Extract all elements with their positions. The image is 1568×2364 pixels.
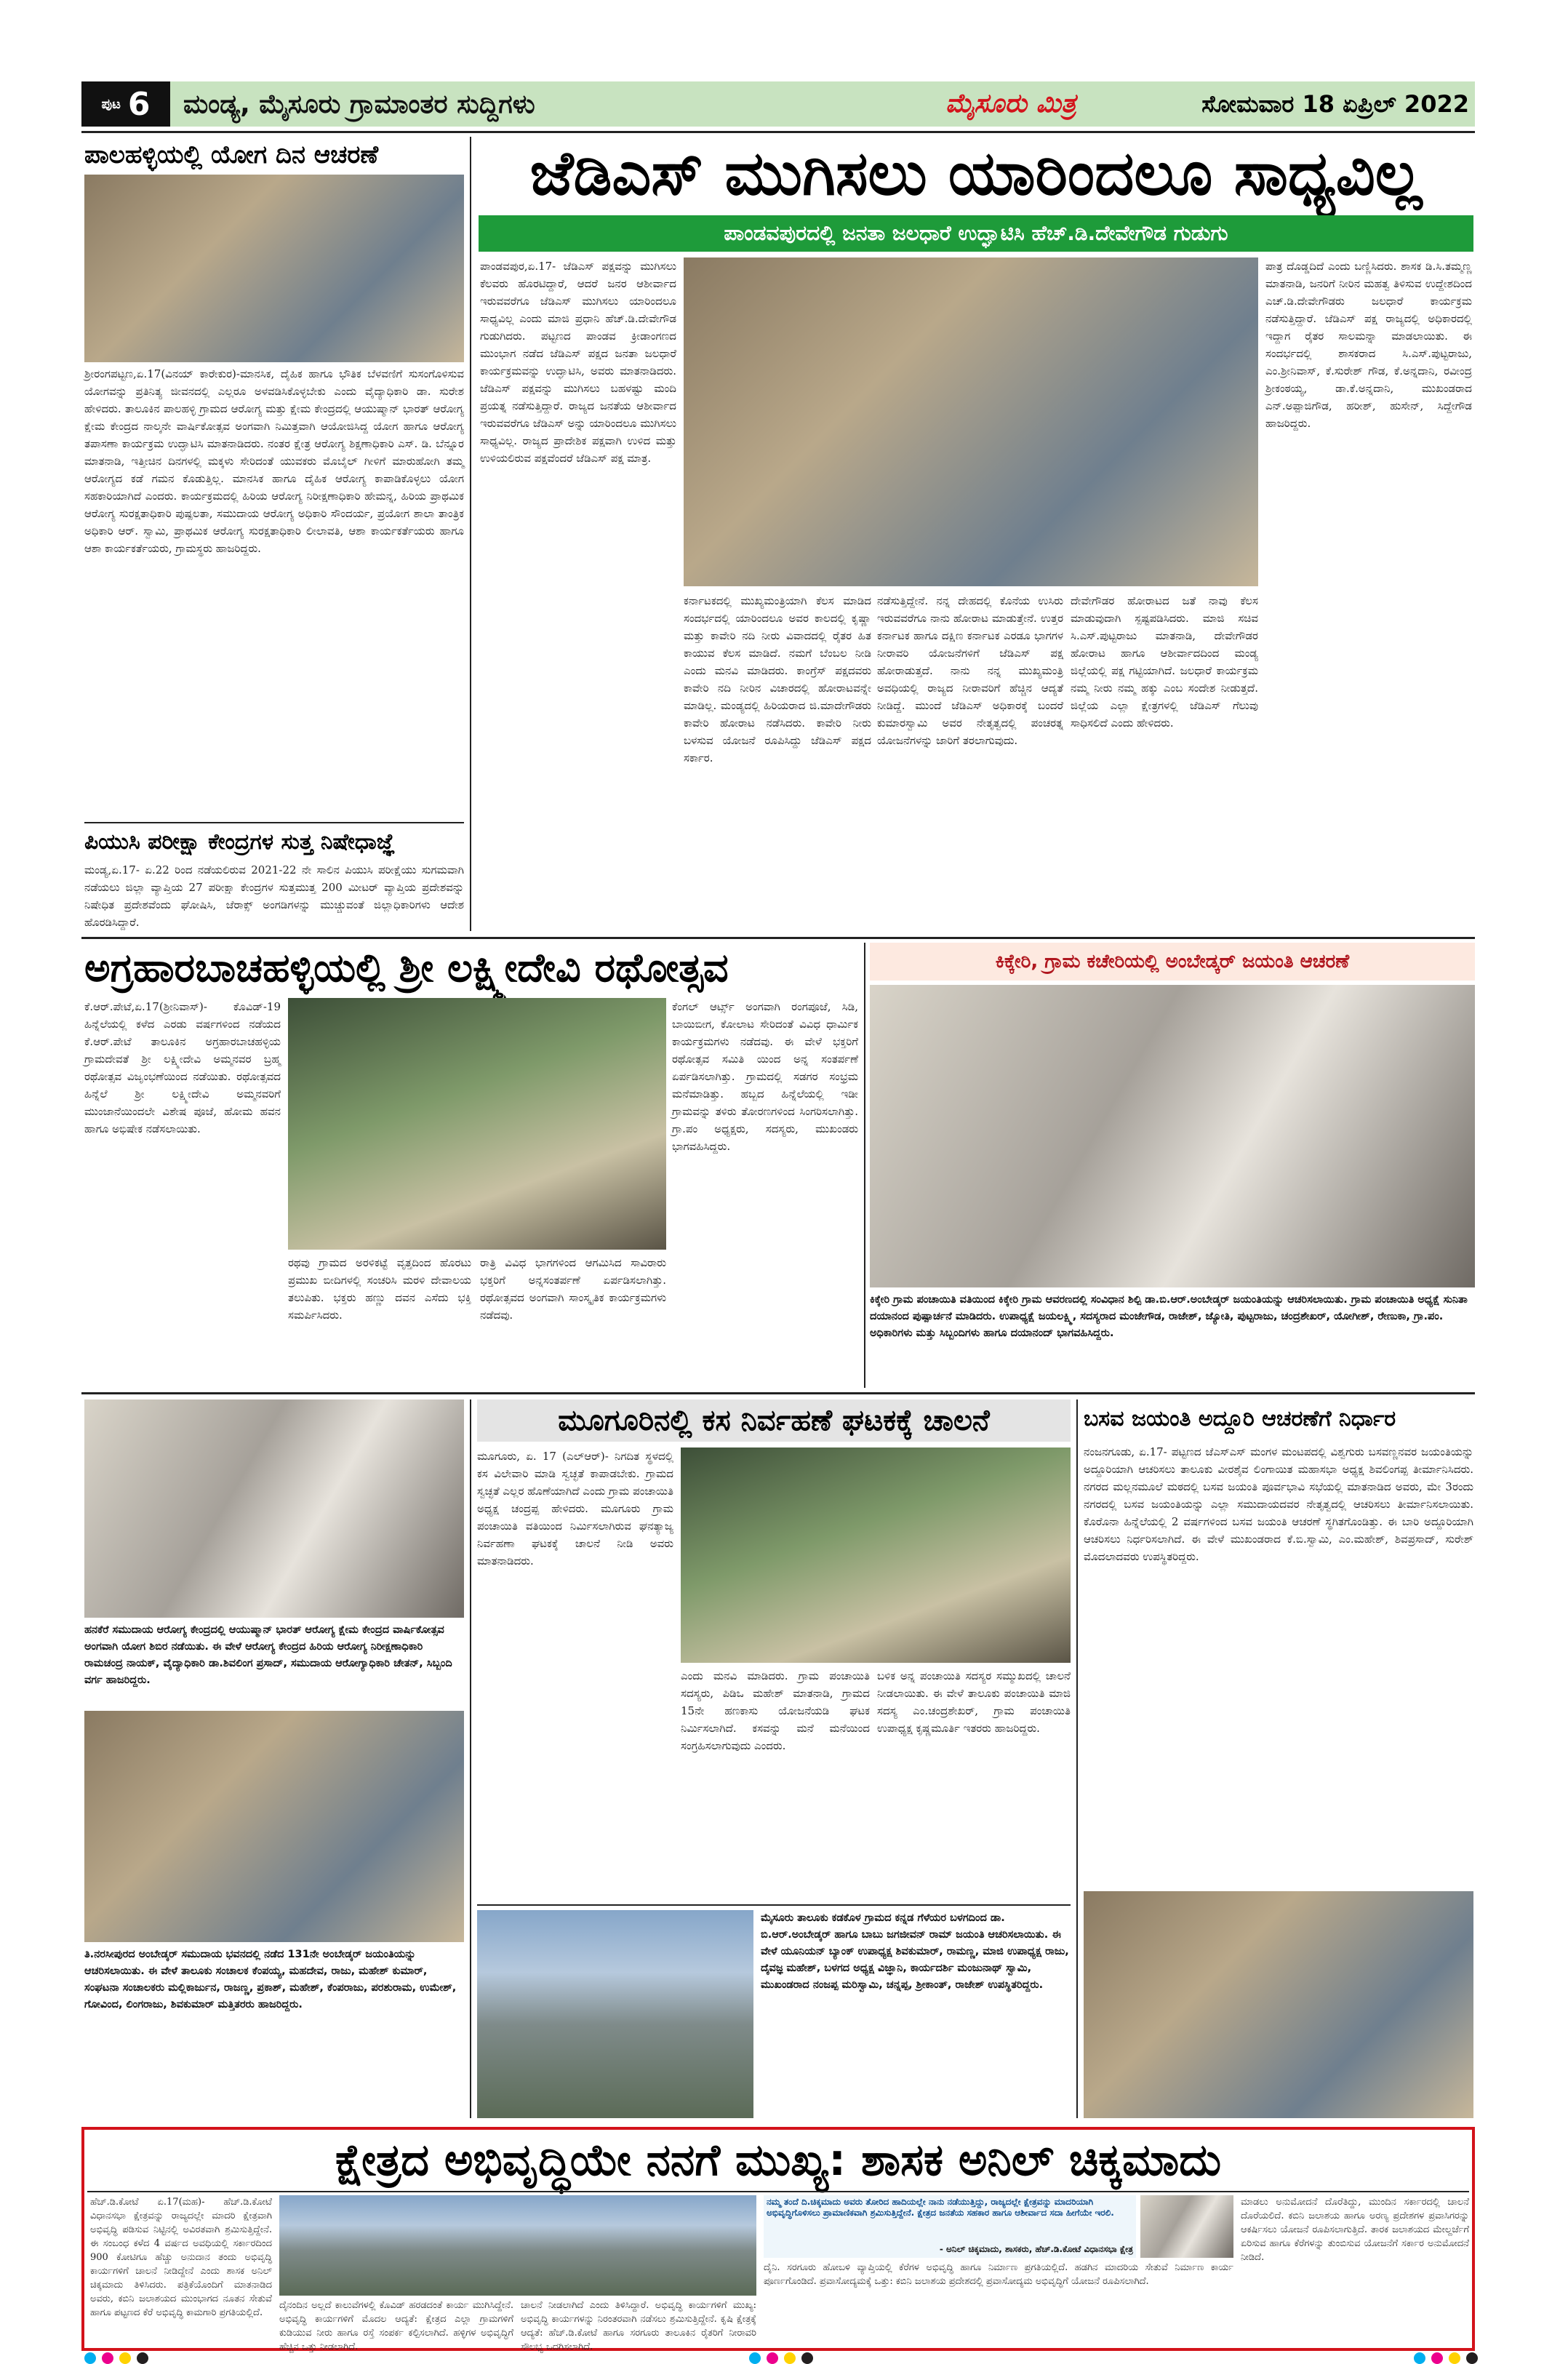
dot-yellow <box>784 2352 796 2364</box>
puc-headline: ಪಿಯುಸಿ ಪರೀಕ್ಷಾ ಕೇಂದ್ರಗಳ ಸುತ್ತ ನಿಷೇಧಾಜ್ಞೆ <box>84 829 396 855</box>
ambedkar-photo <box>870 985 1475 1287</box>
section-rule-1 <box>81 937 1475 939</box>
kasa-photo <box>681 1447 1071 1663</box>
page-number-box <box>81 81 170 127</box>
anil-col5: ಮಾಡಲು ಅನುಮೋದನೆ ದೊರೆತಿದ್ದು, ಮುಂದಿನ ಸರ್ಕಾರದಲ್ಲಿ ಚಾಲನೆ ದೊರೆಯಲಿದೆ. ಕಬಿನಿ ಜಲಾಶಯ ಹಾಗೂ ಅರಣ್ಯ ಪ್ರದೇಶಗಳ ಪ್ರವಾಸಿಗರನ್ನು ಆಕರ್ಷಿಸಲು ಯೋಜನೆ ರೂಪಿಸಲಾಗುತ್ತಿದೆ. ತಾರಕ ಜಲಾಶಯದ ಮೇಲ್ದರ್ಜೆಗೆ ಏರಿಸುವ ಹಾಗೂ ಕೆರೆಗಳನ್ನು ತುಂಬಿಸುವ ಯೋಜನೆಗೆ ಸರ್ಕಾರ ಅನುಮೋದನೆ ನೀಡಿದೆ. <box>1241 2197 1469 2263</box>
lead-photo <box>684 257 1258 586</box>
dot-yellow <box>119 2352 131 2364</box>
column-divider-3 <box>470 1399 471 2118</box>
section-title: ಮಂಡ್ಯ, ಮೈಸೂರು ಗ್ರಾಮಾಂತರ ಸುದ್ದಿಗಳು <box>183 89 535 119</box>
anil-col4: ದೈನಿ. ಸರಗೂರು ಹೋಬಳಿ ವ್ಯಾಪ್ತಿಯಲ್ಲಿ ಕೆರೆಗಳ ಅಭಿವೃದ್ಧಿ ಹಾಗೂ ನಿರ್ಮಾಣ ಪ್ರಗತಿಯಲ್ಲಿದೆ. ಹಡಗಿನ ಮಾದರಿಯ ಸೇತುವೆ ನಿರ್ಮಾಣ ಕಾರ್ಯ ಪೂರ್ಣಗೊಂಡಿದೆ. ಪ್ರವಾಸೋದ್ಯಮಕ್ಕೆ ಒತ್ತು: ಕಬಿನಿ ಜಲಾಶಯ ಪ್ರದೇಶದಲ್ಲಿ ಪ್ರವಾಸೋದ್ಯಮ ಅಭಿವೃದ್ಧಿಗೆ ಯೋಜನೆ ರೂಪಿಸಲಾಗಿದೆ. <box>764 2262 1233 2287</box>
lead-col5: ಪಾತ್ರ ದೊಡ್ಡದಿದೆ ಎಂದು ಬಣ್ಣಿಸಿದರು. ಶಾಸಕ ಡಿ.ಸಿ.ತಮ್ಮಣ್ಣ ಮಾತನಾಡಿ, ಜನರಿಗೆ ನೀರಿನ ಮಹತ್ವ ತಿಳಿಸುವ ಉದ್ದೇಶದಿಂದ ಎಚ್.ಡಿ.ದೇವೇಗೌಡರು ಜಲಧಾರೆ ಕಾರ್ಯಕ್ರಮ ನಡೆಸುತ್ತಿದ್ದಾರೆ. ಜೆಡಿಎಸ್ ಪಕ್ಷ ರಾಜ್ಯದಲ್ಲಿ ಅಧಿಕಾರದಲ್ಲಿ ಇದ್ದಾಗ ರೈತರ ಸಾಲಮನ್ನಾ ಮಾಡಲಾಯಿತು. ಈ ಸಂದರ್ಭದಲ್ಲಿ ಶಾಸಕರಾದ ಸಿ.ಎಸ್.ಪುಟ್ಟರಾಜು, ಎಂ.ಶ್ರೀನಿವಾಸ್, ಕೆ.ಸುರೇಶ್ ಗೌಡ, ಕೆ.ಅನ್ನದಾನಿ, ರವೀಂದ್ರ ಶ್ರೀಕಂಠಯ್ಯ, ಡಾ.ಕೆ.ಅನ್ನದಾನಿ, ಮುಖಂಡರಾದ ಎನ್.ಅಪ್ಪಾಜಿಗೌಡ, ಹರೀಶ್, ಹುಸೇನ್, ಸಿದ್ದೇಗೌಡ ಹಾಜರಿದ್ದರು. <box>1265 260 1472 430</box>
kasa-col1: ಮೂಗೂರು, ಏ. 17 (ಎಲ್‌ಆರ್)- ನಿಗದಿತ ಸ್ಥಳದಲ್ಲಿ ಕಸ ವಿಲೇವಾರಿ ಮಾಡಿ ಸ್ವಚ್ಛತೆ ಕಾಪಾಡಬೇಕು. ಗ್ರಾಮದ ಸ್ವಚ್ಛತೆ ಎಲ್ಲರ ಹೊಣೆಯಾಗಿದೆ ಎಂದು ಗ್ರಾಮ ಪಂಚಾಯಿತಿ ಅಧ್ಯಕ್ಷ ಚಂದ್ರಪ್ಪ ಹೇಳಿದರು. ಮೂಗೂರು ಗ್ರಾಮ ಪಂಚಾಯಿತಿ ವತಿಯಿಂದ ನಿರ್ಮಿಸಲಾಗಿರುವ ಘನತ್ಯಾಜ್ಯ ನಿರ್ವಹಣಾ ಘಟಕಕ್ಕೆ ಚಾಲನೆ ನೀಡಿ ಅವರು ಮಾತನಾಡಿದರು. <box>477 1450 673 1568</box>
yoga-headline: ಪಾಲಹಳ್ಳಿಯಲ್ಲಿ ಯೋಗ ದಿನ ಆಚರಣೆ <box>84 140 379 169</box>
paper-name: ಮೈಸೂರು ಮಿತ್ರ <box>945 89 1076 119</box>
dot-magenta <box>1431 2352 1443 2364</box>
dot-cyan <box>749 2352 761 2364</box>
dot-yellow <box>1449 2352 1460 2364</box>
bank-photo <box>477 1910 753 2118</box>
kasa-rule <box>477 1904 1071 1906</box>
section-rule-2 <box>81 1392 1475 1394</box>
masthead-rule <box>81 131 1475 133</box>
column-divider-4 <box>1076 1399 1078 2118</box>
dot-black <box>801 2352 813 2364</box>
anil-quote-by: - ಅನಿಲ್ ಚಿಕ್ಕಮಾದು, ಶಾಸಕರು, ಹೆಚ್.ಡಿ.ಕೋಟೆ ವಿಧಾನಸಭಾ ಕ್ಷೇತ್ರ <box>939 2244 1133 2254</box>
lead-headline: ಜೆಡಿಎಸ್ ಮುಗಿಸಲು ಯಾರಿಂದಲೂ ಸಾಧ್ಯವಿಲ್ಲ <box>529 137 1423 209</box>
dot-black <box>1466 2352 1478 2364</box>
yoga-body: ಶ್ರೀರಂಗಪಟ್ಟಣ,ಏ.17(ವಿನಯ್ ಕಾರೇಕುರ)-ಮಾನಸಿಕ, ದೈಹಿಕ ಹಾಗೂ ಭೌತಿಕ ಬೆಳವಣಿಗೆ ಸುಸಂಗೊಳಿಸುವ ಯೋಗವನ್ನು ಪ್ರತಿನಿತ್ಯ ಜೀವನದಲ್ಲಿ ಎಲ್ಲರೂ ಅಳವಡಿಸಿಕೊಳ್ಳಬೇಕು ಎಂದು ವೈದ್ಯಾಧಿಕಾರಿ ಡಾ. ಸುರೇಶ ಹೇಳಿದರು. ತಾಲೂಕಿನ ಪಾಲಹಳ್ಳಿ ಗ್ರಾಮದ ಆರೋಗ್ಯ ಮತ್ತು ಕ್ಷೇಮ ಕೇಂದ್ರದಲ್ಲಿ ಆಯುಷ್ಮಾನ್ ಭಾರತ್ ಆರೋಗ್ಯ ಕ್ಷೇಮ ಕೇಂದ್ರದ ನಾಲ್ಕನೇ ವಾರ್ಷಿಕೋತ್ಸವ ಅಂಗವಾಗಿ ನಿಮಿತ್ತವಾಗಿ ಆಯೋಜಿಸಿದ್ದ ಯೋಗ ಹಾಗೂ ಆರೋಗ್ಯ ತಪಾಸಣಾ ಕಾರ್ಯಕ್ರಮ ಉದ್ಘಾಟಿಸಿ ಮಾತನಾಡಿದರು. ನಂತರ ಕ್ಷೇತ್ರ ಆರೋಗ್ಯ ಶಿಕ್ಷಣಾಧಿಕಾರಿ ಎಸ್. ಡಿ. ಬೆನ್ನೂರ ಮಾತನಾಡಿ, ಇತ್ತೀಚಿನ ದಿನಗಳಲ್ಲಿ ಮಕ್ಕಳು ಸೇರಿದಂತೆ ಯುವಕರು ಮೊಬೈಲ್ ಗೀಳಿಗೆ ಮಾರುಹೋಗಿ ತಮ್ಮ ಆರೋಗ್ಯದ ಕಡೆ ಗಮನ ಕೊಡುತ್ತಿಲ್ಲ. ಮಾನಸಿಕ ಹಾಗೂ ದೈಹಿಕ ಆರೋಗ್ಯ ಕಾಪಾಡಿಕೊಳ್ಳಲು ಯೋಗ ಸಹಕಾರಿಯಾಗಿದೆ ಎಂದರು. ಕಾರ್ಯಕ್ರಮದಲ್ಲಿ ಹಿರಿಯ ಆರೋಗ್ಯ ನಿರೀಕ್ಷಣಾಧಿಕಾರಿ ಹೇಮನ್ನ, ಹಿರಿಯ ಪ್ರಾಥಮಿಕ ಆರೋಗ್ಯ ಸುರಕ್ಷತಾಧಿಕಾರಿ ಪುಷ್ಪಲತಾ, ಸಮುದಾಯ ಆರೋಗ್ಯ ಅಧಿಕಾರಿ ಸೌಂದರ್ಯ, ಪ್ರಯೋಗ ಶಾಲಾ ತಾಂತ್ರಿಕ ಅಧಿಕಾರಿ ಆರ್. ಸ್ವಾಮಿ, ಪ್ರಾಥಮಿಕ ಆರೋಗ್ಯ ಸುರಕ್ಷತಾಧಿಕಾರಿ ಲೀಲಾವತಿ, ಆಶಾ ಕಾರ್ಯಕರ್ತೆಯರು ಹಾಗೂ ಆಶಾ ಕಾರ್ಯಕರ್ತೆಯರು, ಗ್ರಾಮಸ್ಥರು ಹಾಜರಿದ್ದರು. <box>84 367 464 555</box>
column-divider <box>470 137 471 931</box>
kasa-headline: ಮೂಗೂರಿನಲ್ಲಿ ಕಸ ನಿರ್ವಹಣೆ ಘಟಕಕ್ಕೆ ಚಾಲನೆ <box>558 1404 990 1437</box>
yoga-photo <box>84 175 464 362</box>
yoga2-photo <box>84 1399 464 1618</box>
ratha-headline: ಅಗ್ರಹಾರಬಾಚಹಳ್ಳಿಯಲ್ಲಿ ಶ್ರೀ ಲಕ್ಷ್ಮೀದೇವಿ ರಥೋತ್ಸವ <box>84 945 729 991</box>
yoga-rule <box>84 822 464 823</box>
issue-date: ಸೋಮವಾರ 18 ಏಪ್ರಿಲ್ 2022 <box>1201 90 1469 118</box>
basava-body: ನಂಜನಗೂಡು, ಏ.17- ಪಟ್ಟಣದ ಜೆಎಸ್‌ಎಸ್ ಮಂಗಳ ಮಂಟಪದಲ್ಲಿ ವಿಶ್ವಗುರು ಬಸವಣ್ಣನವರ ಜಯಂತಿಯನ್ನು ಅದ್ದೂರಿಯಾಗಿ ಆಚರಿಸಲು ತಾಲೂಕು ವೀರಶೈವ ಲಿಂಗಾಯಿತ ಮಹಾಸಭಾ ಅಧ್ಯಕ್ಷ ಶಿವಲಿಂಗಪ್ಪ ತೀರ್ಮಾನಿಸಿದರು. ನಗರದ ಮಲ್ಲನಮೂಲೆ ಮಠದಲ್ಲಿ ಬಸವ ಜಯಂತಿ ಪೂರ್ವಭಾವಿ ಸಭೆಯಲ್ಲಿ ಮಾತನಾಡಿದ ಅವರು, ಮೇ 3ರಂದು ನಗರದಲ್ಲಿ ಬಸವ ಜಯಂತಿಯನ್ನು ಎಲ್ಲಾ ಸಮುದಾಯದವರ ನೇತೃತ್ವದಲ್ಲಿ ಆಚರಿಸಲು ತೀರ್ಮಾನಿಸಲಾಯಿತು. ಕೊರೊನಾ ಹಿನ್ನೆಲೆಯಲ್ಲಿ 2 ವರ್ಷಗಳಿಂದ ಬಸವ ಜಯಂತಿ ಆಚರಣೆ ಸ್ಥಗಿತಗೊಂಡಿತ್ತು. ಈ ಬಾರಿ ಅದ್ದೂರಿಯಾಗಿ ಆಚರಿಸಲು ನಿರ್ಧರಿಸಲಾಗಿದೆ. ಈ ವೇಳೆ ಮುಖಂಡರಾದ ಕೆ.ಬಿ.ಸ್ವಾಮಿ, ಎಂ.ಮಹೇಶ್, ಶಿವಪ್ರಸಾದ್, ಸುರೇಶ್ ಮೊದಲಾದವರು ಉಪಸ್ಥಿತರಿದ್ದರು. <box>1084 1445 1473 1563</box>
ratha-col3: ರಾತ್ರಿ ವಿವಿಧ ಭಾಗಗಳಿಂದ ಆಗಮಿಸಿದ ಸಾವಿರಾರು ಭಕ್ತರಿಗೆ ಅನ್ನಸಂತರ್ಪಣೆ ಏರ್ಪಡಿಸಲಾಗಿತ್ತು. ರಥೋತ್ಸವದ ಅಂಗವಾಗಿ ಸಾಂಸ್ಕೃತಿಕ ಕಾರ್ಯಕ್ರಮಗಳು ನಡೆದವು. <box>480 1256 666 1322</box>
kasa-col3: ಬಳಿಕ ಅನ್ನ ಪಂಚಾಯಿತಿ ಸದಸ್ಯರ ಸಮ್ಮುಖದಲ್ಲಿ ಚಾಲನೆ ನೀಡಲಾಯಿತು. ಈ ವೇಳೆ ತಾಲೂಕು ಪಂಚಾಯಿತಿ ಮಾಜಿ ಸದಸ್ಯ ಎಂ.ಚಂದ್ರಶೇಖರ್, ಗ್ರಾಮ ಪಂಚಾಯಿತಿ ಉಪಾಧ್ಯಕ್ಷ ಕೃಷ್ಣಮೂರ್ತಿ ಇತರರು ಹಾಜರಿದ್ದರು. <box>877 1669 1071 1735</box>
dot-cyan <box>84 2352 96 2364</box>
ambedkar-caption: ಕಿಕ್ಕೇರಿ ಗ್ರಾಮ ಪಂಚಾಯಿತಿ ವತಿಯಿಂದ ಕಿಕ್ಕೇರಿ ಗ್ರಾಮ ಆವರಣದಲ್ಲಿ ಸಂವಿಧಾನ ಶಿಲ್ಪಿ ಡಾ.ಬಿ.ಆರ್.ಅಂಬೇಡ್ಕರ್ ಜಯಂತಿಯನ್ನು ಆಚರಿಸಲಾಯಿತು. ಗ್ರಾಮ ಪಂಚಾಯಿತಿ ಅಧ್ಯಕ್ಷೆ ಸುನಿತಾ ದಯಾನಂದ ಪುಷ್ಪಾರ್ಚನೆ ಮಾಡಿದರು. ಉಪಾಧ್ಯಕ್ಷೆ ಜಯಲಕ್ಷ್ಮಿ, ಸದಸ್ಯರಾದ ಮಂಜೇಗೌಡ, ರಾಜೇಶ್, ಜ್ಯೋತಿ, ಪುಟ್ಟರಾಜು, ಚಂದ್ರಶೇಖರ್, ಯೋಗೀಶ್, ರೇಣುಕಾ, ಗ್ರಾ.ಪಂ. ಅಧಿಕಾರಿಗಳು ಮತ್ತು ಸಿಬ್ಬಂದಿಗಳು ಹಾಗೂ ದಯಾನಂದ್ ಭಾಗವಹಿಸಿದ್ದರು. <box>870 1294 1468 1339</box>
puc-body: ಮಂಡ್ಯ,ಏ.17- ಏ.22 ರಿಂದ ನಡೆಯಲಿರುವ 2021-22 ನೇ ಸಾಲಿನ ಪಿಯುಸಿ ಪರೀಕ್ಷೆಯು ಸುಗಮವಾಗಿ ನಡೆಯಲು ಜಿಲ್ಲಾ ವ್ಯಾಪ್ತಿಯ 27 ಪರೀಕ್ಷಾ ಕೇಂದ್ರಗಳ ಸುತ್ತಮುತ್ತ 200 ಮೀಟರ್ ವ್ಯಾಪ್ತಿಯ ಪ್ರದೇಶವನ್ನು ನಿಷೇಧಿತ ಪ್ರದೇಶವೆಂದು ಘೋಷಿಸಿ, ಜೆರಾಕ್ಸ್ ಅಂಗಡಿಗಳನ್ನು ಮುಚ್ಚುವಂತೆ ಜಿಲ್ಲಾಧಿಕಾರಿಗಳು ಆದೇಶ ಹೊರಡಿಸಿದ್ದಾರೆ. <box>84 863 464 929</box>
anil-portrait <box>1140 2195 1233 2258</box>
anil-col1: ಹೆಚ್.ಡಿ.ಕೋಟೆ ಏ.17(ಮಹ)- ಹೆಚ್.ಡಿ.ಕೋಟೆ ವಿಧಾನಸಭಾ ಕ್ಷೇತ್ರವನ್ನು ರಾಜ್ಯದಲ್ಲೇ ಮಾದರಿ ಕ್ಷೇತ್ರವಾಗಿ ಅಭಿವೃದ್ಧಿ ಪಡಿಸುವ ನಿಟ್ಟಿನಲ್ಲಿ ಅವಿರತವಾಗಿ ಶ್ರಮಿಸುತ್ತಿದ್ದೇನೆ. ಈ ಸಂಬಂಧ ಕಳೆದ 4 ವರ್ಷದ ಅವಧಿಯಲ್ಲಿ ಸರ್ಕಾರದಿಂದ 900 ಕೋಟಿಗೂ ಹೆಚ್ಚು ಅನುದಾನ ತಂದು ಅಭಿವೃದ್ಧಿ ಕಾರ್ಯಗಳಿಗೆ ಚಾಲನೆ ನೀಡಿದ್ದೇನೆ ಎಂದು ಶಾಸಕ ಅನಿಲ್ ಚಿಕ್ಕಮಾದು ತಿಳಿಸಿದರು. ಪತ್ರಿಕೆಯೊಂದಿಗೆ ಮಾತನಾಡಿದ ಅವರು, ಕಬಿನಿ ಜಲಾಶಯದ ಮುಂಭಾಗದ ನೂತನ ಸೇತುವೆ ಹಾಗೂ ಪಟ್ಟಣದ ಕೆರೆ ಅಭಿವೃದ್ಧಿ ಕಾಮಗಾರಿ ಪ್ರಗತಿಯಲ್ಲಿದೆ. <box>90 2197 272 2318</box>
column-divider-2 <box>864 943 865 1388</box>
anil-bridge-photo <box>279 2195 756 2296</box>
dot-black <box>137 2352 148 2364</box>
ratha-col2: ರಥವು ಗ್ರಾಮದ ಅರಳಿಕಟ್ಟೆ ವೃತ್ತದಿಂದ ಹೊರಟು ಪ್ರಮುಖ ಬೀದಿಗಳಲ್ಲಿ ಸಂಚರಿಸಿ ಮರಳಿ ದೇವಾಲಯ ತಲುಪಿತು. ಭಕ್ತರು ಹಣ್ಣು ದವನ ಎಸೆದು ಭಕ್ತಿ ಸಮರ್ಪಿಸಿದರು. <box>288 1256 471 1322</box>
lead-col4: ದೇವೇಗೌಡರ ಹೋರಾಟದ ಜತೆ ನಾವು ಕೆಲಸ ಮಾಡುವುದಾಗಿ ಸ್ಪಷ್ಟಪಡಿಸಿದರು. ಮಾಜಿ ಸಚಿವ ಸಿ.ಎಸ್.ಪುಟ್ಟರಾಜು ಮಾತನಾಡಿ, ದೇವೇಗೌಡರ ಹೋರಾಟ ಹಾಗೂ ಆಶೀರ್ವಾದದಿಂದ ಮಂಡ್ಯ ಜಿಲ್ಲೆಯಲ್ಲಿ ಪಕ್ಷ ಗಟ್ಟಿಯಾಗಿದೆ. ಜಲಧಾರೆ ಕಾರ್ಯಕ್ರಮ ನಮ್ಮ ನೀರು ನಮ್ಮ ಹಕ್ಕು ಎಂಬ ಸಂದೇಶ ನೀಡುತ್ತದೆ. ಜಿಲ್ಲೆಯ ಎಲ್ಲಾ ಕ್ಷೇತ್ರಗಳಲ್ಲಿ ಜೆಡಿಎಸ್ ಗೆಲುವು ಸಾಧಿಸಲಿದೆ ಎಂದು ಹೇಳಿದರು. <box>1071 594 1258 730</box>
ratha-photo <box>288 998 666 1250</box>
lead-col1: ಪಾಂಡವಪುರ,ಏ.17- ಜೆಡಿಎಸ್ ಪಕ್ಷವನ್ನು ಮುಗಿಸಲು ಕೆಲವರು ಹೊರಟಿದ್ದಾರೆ, ಆದರೆ ಜನರ ಆಶೀರ್ವಾದ ಇರುವವರೆಗೂ ಜೆಡಿಎಸ್ ಮುಗಿಸಲು ಯಾರಿಂದಲೂ ಸಾಧ್ಯವಿಲ್ಲ ಎಂದು ಮಾಜಿ ಪ್ರಧಾನಿ ಹೆಚ್.ಡಿ.ದೇವೇಗೌಡ ಗುಡುಗಿದರು. ಪಟ್ಟಣದ ಪಾಂಡವ ಕ್ರೀಡಾಂಗಣದ ಮುಂಭಾಗ ನಡೆದ ಜೆಡಿಎಸ್ ಪಕ್ಷದ ಜನತಾ ಜಲಧಾರೆ ಕಾರ್ಯಕ್ರಮವನ್ನು ಉದ್ಘಾಟಿಸಿ, ಅವರು ಮಾತನಾಡಿದರು. ಜೆಡಿಎಸ್ ಪಕ್ಷವನ್ನು ಮುಗಿಸಲು ಬಹಳಷ್ಟು ಮಂದಿ ಪ್ರಯತ್ನ ನಡೆಸುತ್ತಿದ್ದಾರೆ. ರಾಜ್ಯದ ಜನತೆಯ ಆಶೀರ್ವಾದ ಇರುವವರೆಗೂ ಜೆಡಿಎಸ್ ಅನ್ನು ಯಾರಿಂದಲೂ ಮುಗಿಸಲು ಸಾಧ್ಯವಿಲ್ಲ. ರಾಜ್ಯದ ಪ್ರಾದೇಶಿಕ ಪಕ್ಷವಾಗಿ ಉಳಿದ ಮತ್ತು ಉಳಿಯಲಿರುವ ಪಕ್ಷವೆಂದರೆ ಜೆಡಿಎಸ್ ಪಕ್ಷ ಮಾತ್ರ. <box>480 260 676 465</box>
lead-col3: ನಡೆಸುತ್ತಿದ್ದೇನೆ. ನನ್ನ ದೇಹದಲ್ಲಿ ಕೊನೆಯ ಉಸಿರು ಇರುವವರೆಗೂ ನಾನು ಹೋರಾಟ ಮಾಡುತ್ತೇನೆ. ಉತ್ತರ ಕರ್ನಾಟಕ ಹಾಗೂ ದಕ್ಷಿಣ ಕರ್ನಾಟಕ ಎರಡೂ ಭಾಗಗಳ ನೀರಾವರಿ ಯೋಜನೆಗಳಿಗೆ ಜೆಡಿಎಸ್ ಪಕ್ಷ ಹೋರಾಡುತ್ತದೆ. ನಾನು ನನ್ನ ಮುಖ್ಯಮಂತ್ರಿ ಅವಧಿಯಲ್ಲಿ ರಾಜ್ಯದ ನೀರಾವರಿಗೆ ಹೆಚ್ಚಿನ ಆದ್ಯತೆ ನೀಡಿದ್ದೆ. ಮುಂದೆ ಜೆಡಿಎಸ್ ಅಧಿಕಾರಕ್ಕೆ ಬಂದರೆ ಕುಮಾರಸ್ವಾಮಿ ಅವರ ನೇತೃತ್ವದಲ್ಲಿ ಪಂಚರತ್ನ ಯೋಜನೆಗಳನ್ನು ಜಾರಿಗೆ ತರಲಾಗುವುದು. <box>877 594 1063 747</box>
jayanti-photo <box>84 1711 464 1942</box>
lead-subhead: ಪಾಂಡವಪುರದಲ್ಲಿ ಜನತಾ ಜಲಧಾರೆ ಉದ್ಘಾಟಿಸಿ ಹೆಚ್.ಡಿ.ದೇವೇಗೌಡ ಗುಡುಗು <box>724 221 1228 245</box>
kasa-col2: ಎಂದು ಮನವಿ ಮಾಡಿದರು. ಗ್ರಾಮ ಪಂಚಾಯಿತಿ ಸದಸ್ಯರು, ಪಿಡಿಒ ಮಹೇಶ್ ಮಾತನಾಡಿ, ಗ್ರಾಮದ 15ನೇ ಹಣಕಾಸು ಯೋಜನೆಯಡಿ ಘಟಕ ನಿರ್ಮಿಸಲಾಗಿದೆ. ಕಸವನ್ನು ಮನೆ ಮನೆಯಿಂದ ಸಂಗ್ರಹಿಸಲಾಗುವುದು ಎಂದರು. <box>681 1669 870 1752</box>
anil-col2: ದೈನಂದಿನ ಅಲ್ಲದೆ ಕಾಲುವೆಗಳಲ್ಲಿ ಕೊವಿಡ್ ಹರಡದಂತೆ ಕಾರ್ಯ ಮುಗಿಸಿದ್ದೇನೆ. ಅಭಿವೃದ್ಧಿ ಕಾರ್ಯಗಳಿಗೆ ಮೊದಲ ಆದ್ಯತೆ: ಕ್ಷೇತ್ರದ ಎಲ್ಲಾ ಗ್ರಾಮಗಳಿಗೆ ಕುಡಿಯುವ ನೀರು ಹಾಗೂ ರಸ್ತೆ ಸಂಪರ್ಕ ಕಲ್ಪಿಸಲಾಗಿದೆ. ಹಳ್ಳಿಗಳ ಅಭಿವೃದ್ಧಿಗೆ ಹೆಚ್ಚಿನ ಒತ್ತು ನೀಡಲಾಗಿದೆ. <box>279 2300 513 2352</box>
ratha-col4: ಕೆಂಗಲ್ ಆರ್ಟ್ಸ್ ಅಂಗವಾಗಿ ರಂಗಪೂಜೆ, ಸಿಡಿ, ಬಾಯಿಬೀಗ, ಕೋಲಾಟ ಸೇರಿದಂತೆ ವಿವಿಧ ಧಾರ್ಮಿಕ ಕಾರ್ಯಕ್ರಮಗಳು ನಡೆದವು. ಈ ವೇಳೆ ಭಕ್ತರಿಗೆ ರಥೋತ್ಸವ ಸಮಿತಿ ಯಿಂದ ಅನ್ನ ಸಂತರ್ಪಣೆ ಏರ್ಪಡಿಸಲಾಗಿತ್ತು. ಗ್ರಾಮದಲ್ಲಿ ಸಡಗರ ಸಂಭ್ರಮ ಮನೆಮಾಡಿತ್ತು. ಹಬ್ಬದ ಹಿನ್ನೆಲೆಯಲ್ಲಿ ಇಡೀ ಗ್ರಾಮವನ್ನು ತಳಿರು ತೋರಣಗಳಿಂದ ಸಿಂಗರಿಸಲಾಗಿತ್ತು. ಗ್ರಾ.ಪಂ ಅಧ್ಯಕ್ಷರು, ಸದಸ್ಯರು, ಮುಖಂಡರು ಭಾಗವಹಿಸಿದ್ದರು. <box>672 1000 858 1153</box>
anil-headline: ಕ್ಷೇತ್ರದ ಅಭಿವೃದ್ಧಿಯೇ ನನಗೆ ಮುಖ್ಯ: ಶಾಸಕ ಅನಿಲ್ ಚಿಕ್ಕಮಾದು <box>335 2135 1222 2186</box>
ratha-col1: ಕೆ.ಆರ್.ಪೇಟೆ,ಏ.17(ಶ್ರೀನಿವಾಸ್)- ಕೊವಿಡ್-19 ಹಿನ್ನೆಲೆಯಲ್ಲಿ ಕಳೆದ ಎರಡು ವರ್ಷಗಳಿಂದ ನಡೆಯದ ಕೆ.ಆರ್.ಪೇಟೆ ತಾಲೂಕಿನ ಅಗ್ರಹಾರಬಾಚಹಳ್ಳಿಯ ಗ್ರಾಮದೇವತೆ ಶ್ರೀ ಲಕ್ಷ್ಮೀದೇವಿ ಅಮ್ಮನವರ ಬ್ರಹ್ಮ ರಥೋತ್ಸವ ವಿಜೃಂಭಣೆಯಿಂದ ನಡೆಯಿತು. ರಥೋತ್ಸವದ ಹಿನ್ನೆಲೆ ಶ್ರೀ ಲಕ್ಷ್ಮೀದೇವಿ ಅಮ್ಮನವರಿಗೆ ಮುಂಜಾನೆಯಿಂದಲೇ ವಿಶೇಷ ಪೂಜೆ, ಹೋಮ ಹವನ ಹಾಗೂ ಅಭಿಷೇಕ ನಡೆಸಲಾಯಿತು. <box>84 1000 281 1135</box>
page-number: 6 <box>127 85 151 123</box>
page-label: ಪುಟ <box>101 96 121 112</box>
lead-col2: ಕರ್ನಾಟಕದಲ್ಲಿ ಮುಖ್ಯಮಂತ್ರಿಯಾಗಿ ಕೆಲಸ ಮಾಡಿದ ಸಂದರ್ಭದಲ್ಲಿ ಯಾರಿಂದಲೂ ಅವರ ಕಾಲದಲ್ಲಿ ಕೃಷ್ಣಾ ಮತ್ತು ಕಾವೇರಿ ನದಿ ನೀರು ವಿವಾದದಲ್ಲಿ ರೈತರ ಹಿತ ಕಾಯುವ ಕೆಲಸ ಮಾಡಿದೆ. ನಮಗೆ ಬೆಂಬಲ ನೀಡಿ ಎಂದು ಮನವಿ ಮಾಡಿದರು. ಕಾಂಗ್ರೆಸ್ ಪಕ್ಷದವರು ಕಾವೇರಿ ನದಿ ನೀರಿನ ವಿಚಾರದಲ್ಲಿ ಹೋರಾಟವನ್ನೇ ಮಾಡಿಲ್ಲ. ಮಂಡ್ಯದಲ್ಲಿ ಹಿರಿಯರಾದ ಜಿ.ಮಾದೇಗೌಡರು ಕಾವೇರಿ ಹೋರಾಟ ನಡೆಸಿದರು. ಕಾವೇರಿ ನೀರು ಬಳಸುವ ಯೋಜನೆ ರೂಪಿಸಿದ್ದು ಜೆಡಿಎಸ್ ಪಕ್ಷದ ಸರ್ಕಾರ. <box>684 594 871 764</box>
anil-rule <box>87 2191 1469 2192</box>
jayanti-caption: ತಿ.ನರಸೀಪುರದ ಅಂಬೇಡ್ಕರ್ ಸಮುದಾಯ ಭವನದಲ್ಲಿ ನಡೆದ 131ನೇ ಅಂಬೇಡ್ಕರ್ ಜಯಂತಿಯನ್ನು ಆಚರಿಸಲಾಯಿತು. ಈ ವೇಳೆ ತಾಲೂಕು ಸಂಚಾಲಕ ಕೆಂಪಯ್ಯ, ಮಹದೇವ, ರಾಜು, ಮಹೇಶ್ ಕುಮಾರ್, ಸಂಘಟನಾ ಸಂಚಾಲಕರು ಮಲ್ಲಿಕಾರ್ಜುನ, ರಾಜಣ್ಣ, ಪ್ರಕಾಶ್, ಮಹೇಶ್, ಕೆಂಪರಾಜು, ಪರಶುರಾಮ, ಉಮೇಶ್, ಗೋವಿಂದ, ಲಿಂಗರಾಜು, ಶಿವಕುಮಾರ್ ಮತ್ತಿತರರು ಹಾಜರಿದ್ದರು. <box>84 1949 457 2010</box>
anil-col3: ಚಾಲನೆ ನೀಡಲಾಗಿದೆ ಎಂದು ತಿಳಿಸಿದ್ದಾರೆ. ಅಭಿವೃದ್ಧಿ ಕಾರ್ಯಗಳಿಗೆ ಮುಖ್ಯ: ಅಭಿವೃದ್ಧಿ ಕಾರ್ಯಗಳನ್ನು ನಿರಂತರವಾಗಿ ನಡೆಸಲು ಶ್ರಮಿಸುತ್ತಿದ್ದೇನೆ. ಕೃಷಿ ಕ್ಷೇತ್ರಕ್ಕೆ ಆದ್ಯತೆ: ಹೆಚ್.ಡಿ.ಕೋಟೆ ಹಾಗೂ ಸರಗೂರು ತಾಲೂಕಿನ ರೈತರಿಗೆ ನೀರಾವರಿ ಸೌಲಭ್ಯ ಒದಗಿಸಲಾಗಿದೆ. <box>521 2300 756 2352</box>
basava-headline: ಬಸವ ಜಯಂತಿ ಅದ್ದೂರಿ ಆಚರಣೆಗೆ ನಿರ್ಧಾರ <box>1084 1406 1396 1431</box>
bank-caption: ಮೈಸೂರು ತಾಲೂಕು ಕಡಕೊಳ ಗ್ರಾಮದ ಕನ್ನಡ ಗೆಳೆಯರ ಬಳಗದಿಂದ ಡಾ. ಬಿ.ಆರ್.ಅಂಬೇಡ್ಕರ್ ಹಾಗೂ ಬಾಬು ಜಗಜೀವನ್ ರಾಮ್ ಜಯಂತಿ ಆಚರಿಸಲಾಯಿತು. ಈ ವೇಳೆ ಯೂನಿಯನ್ ಬ್ಯಾಂಕ್ ಉಪಾಧ್ಯಕ್ಷ ಶಿವಕುಮಾರ್, ರಾಮಣ್ಣ, ಮಾಜಿ ಉಪಾಧ್ಯಕ್ಷ ರಾಜು, ದೈವಜ್ಞ ಮಹೇಶ್, ಬಳಗದ ಅಧ್ಯಕ್ಷ ವಿಜ್ಞಾನಿ, ಕಾರ್ಯದರ್ಶಿ ಮಂಜುನಾಥ್ ಸ್ವಾಮಿ, ಮುಖಂಡರಾದ ನಂಜಪ್ಪ ಮರಿಸ್ವಾಮಿ, ಚನ್ನಪ್ಪ, ಶ್ರೀಕಾಂತ್, ರಾಜೇಶ್ ಉಪಸ್ಥಿತರಿದ್ದರು. <box>761 1912 1069 1991</box>
ambedkar-headline: ಕಿಕ್ಕೇರಿ, ಗ್ರಾಮ ಕಚೇರಿಯಲ್ಲಿ ಅಂಬೇಡ್ಕರ್ ಜಯಂತಿ ಆಚರಣೆ <box>995 951 1350 973</box>
basava-photo <box>1084 1891 1473 2118</box>
dot-cyan <box>1414 2352 1425 2364</box>
anil-quote: ನಮ್ಮ ತಂದೆ ದಿ.ಚಿಕ್ಕಮಾದು ಅವರು ತೋರಿದ ಹಾದಿಯಲ್ಲೇ ನಾನು ನಡೆಯುತ್ತಿದ್ದು, ರಾಜ್ಯದಲ್ಲೇ ಕ್ಷೇತ್ರವನ್ನು ಮಾದರಿಯಾಗಿ ಅಭಿವೃದ್ಧಿಗೊಳಿಸಲು ಪ್ರಾಮಾಣಿಕವಾಗಿ ಶ್ರಮಿಸುತ್ತಿದ್ದೇನೆ. ಕ್ಷೇತ್ರದ ಜನತೆಯ ಸಹಕಾರ ಹಾಗೂ ಆಶೀರ್ವಾದ ಸದಾ ಹೀಗೆಯೇ ಇರಲಿ. <box>767 2197 1114 2218</box>
yoga2-caption: ಹನಕೆರೆ ಸಮುದಾಯ ಆರೋಗ್ಯ ಕೇಂದ್ರದಲ್ಲಿ ಆಯುಷ್ಮಾನ್ ಭಾರತ್ ಆರೋಗ್ಯ ಕ್ಷೇಮ ಕೇಂದ್ರದ ವಾರ್ಷಿಕೋತ್ಸವ ಅಂಗವಾಗಿ ಯೋಗ ಶಿಬಿರ ನಡೆಯಿತು. ಈ ವೇಳೆ ಆರೋಗ್ಯ ಕೇಂದ್ರದ ಹಿರಿಯ ಆರೋಗ್ಯ ನಿರೀಕ್ಷಣಾಧಿಕಾರಿ ರಾಮಚಂದ್ರ ನಾಯಕ್, ವೈದ್ಯಾಧಿಕಾರಿ ಡಾ.ಶಿವಲಿಂಗ ಪ್ರಸಾದ್, ಸಮುದಾಯ ಆರೋಗ್ಯಾಧಿಕಾರಿ ಚೇತನ್, ಸಿಬ್ಬಂದಿ ವರ್ಗ ಹಾಜರಿದ್ದರು. <box>84 1624 452 1686</box>
dot-magenta <box>102 2352 113 2364</box>
dot-magenta <box>767 2352 778 2364</box>
